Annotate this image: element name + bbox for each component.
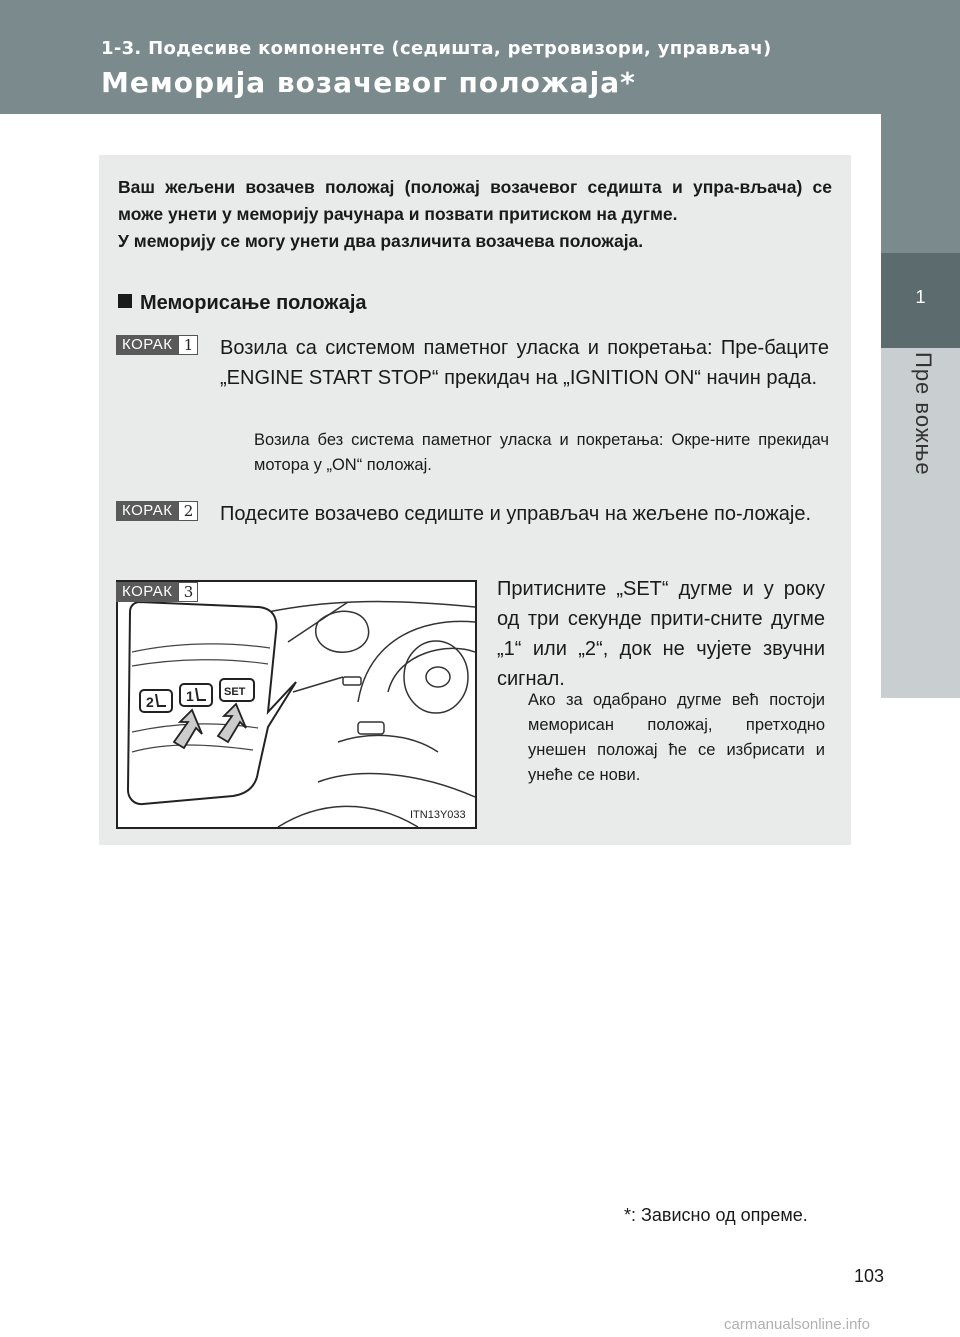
step-1-text: Возила са системом паметног уласка и покретања: Пре-баците „ENGINE START STOP“ прекидач на „IGNITION ON“ начин рада.	[220, 337, 829, 389]
intro-paragraph-2: У меморију се могу унети два различита возачева положаја.	[118, 231, 644, 251]
memory-button-1	[180, 684, 212, 706]
illustration-svg	[118, 582, 475, 827]
page-number: 103	[854, 1266, 885, 1286]
square-bullet-icon	[118, 294, 132, 308]
subheading-text: Меморисање положаја	[140, 292, 367, 314]
page-header	[0, 0, 881, 114]
step-3-number: 3	[178, 582, 198, 602]
memory-button-2	[140, 690, 172, 712]
figure-code: ITN13Y033	[410, 809, 466, 821]
step-2-text: Подесите возачево седиште и управљач на жељене по-ложаје.	[220, 503, 812, 525]
car-interior-lines	[268, 602, 475, 827]
button-2-text: 2	[146, 694, 154, 710]
step-3-label: КОРАК	[116, 582, 178, 602]
step-2-number: 2	[178, 501, 198, 521]
step-3-text: Притисните „SET“ дугме и у року од три секунде прити-сните дугме „1“ или „2“, док не чујете звучни сигнал.	[497, 578, 825, 690]
step-3-badge	[116, 582, 198, 602]
step-2-badge	[116, 501, 198, 521]
step-1-note: Возила без система паметног уласка и покретања: Окре-ните прекидач мотора у „ON“ положај.	[254, 431, 829, 474]
step-1-badge	[116, 335, 198, 355]
step-1-label: КОРАК	[116, 335, 178, 355]
memory-buttons-illustration	[116, 580, 477, 829]
step-3-note: Ако за одабрано дугме већ постоји меморисан положај, претходно унешен положај ће се избрисати и унеће се нови.	[528, 691, 825, 784]
set-button-text: SET	[224, 686, 246, 698]
set-button	[220, 679, 254, 701]
intro-text	[118, 174, 832, 255]
chapter-label: Пре вожње	[911, 352, 936, 476]
side-bar-top	[881, 0, 960, 253]
chapter-tab[interactable]	[881, 253, 960, 348]
section-title: 1-3. Подесиве компоненте (седишта, ретровизори, управљач)	[101, 38, 772, 59]
intro-paragraph-1: Ваш жељени возачев положај (положај возачевог седишта и упра-вљача) се може унети у меморију рачунара и позвати притиском на дугме.	[118, 177, 832, 224]
chapter-number: 1	[915, 287, 926, 307]
page-title: Меморија возачевог положаја*	[101, 66, 636, 99]
button-1-text: 1	[186, 688, 194, 704]
footnote: *: Зависно од опреме.	[624, 1205, 808, 1225]
subheading	[118, 292, 367, 315]
step-1-number: 1	[178, 335, 198, 355]
step-2-label: КОРАК	[116, 501, 178, 521]
watermark: carmanualsonline.info	[724, 1316, 870, 1333]
